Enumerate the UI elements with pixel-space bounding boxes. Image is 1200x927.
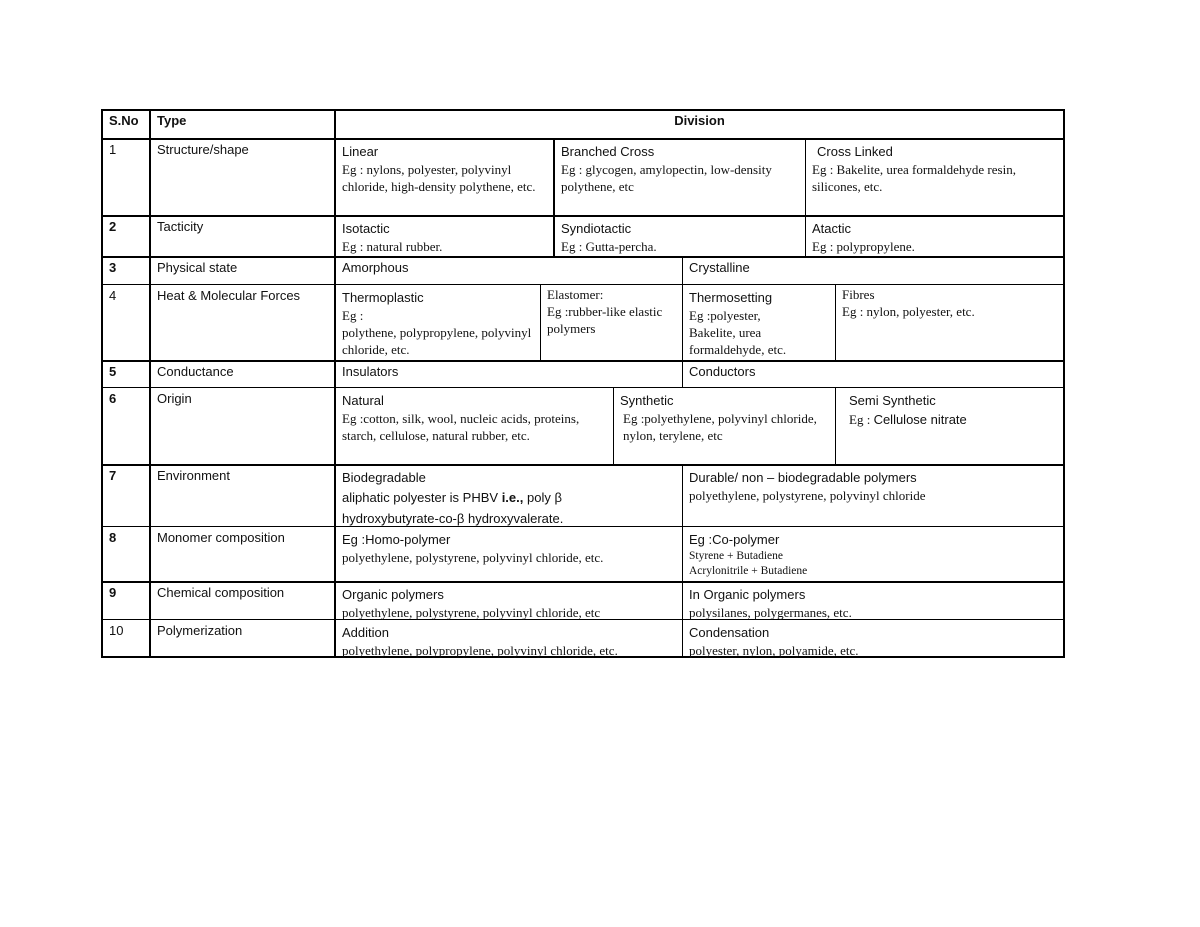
row-number: 10 [109, 623, 124, 638]
row-type: Polymerization [157, 623, 243, 638]
division-title: Syndiotactic [561, 221, 632, 236]
division-example: Eg : Cellulose nitrate [849, 412, 967, 427]
division-cell [683, 583, 1063, 621]
polymer-classification-table [101, 109, 1065, 658]
row-type: Physical state [157, 260, 238, 275]
division-title: Condensation [689, 625, 770, 640]
division-example: polysilanes, polygermanes, etc. [689, 605, 852, 620]
division-cell [336, 583, 682, 621]
division-title: Crystalline [689, 260, 750, 275]
row-number: 4 [109, 288, 117, 303]
division-example: polyethylene, polystyrene, polyvinyl chloride, etc [342, 605, 601, 620]
header-sno: S.No [109, 113, 139, 128]
row-type: Structure/shape [157, 142, 249, 157]
division-example: Bakelite, urea formaldehyde, etc. [689, 325, 787, 357]
division-example: Eg :polyethylene, polyvinyl chloride, nylon, terylene, etc [623, 411, 817, 443]
division-example: Eg : Bakelite, urea formaldehyde resin, silicones, etc. [812, 162, 1016, 194]
row-type: Conductance [157, 364, 234, 379]
division-title: Thermoplastic [342, 290, 424, 305]
division-example: Styrene + Butadiene [689, 550, 783, 562]
division-example: polyester, nylon, polyamide, etc. [689, 643, 859, 658]
row-type: Environment [157, 468, 230, 483]
division-example: Eg : Gutta-percha. [561, 239, 657, 254]
division-example: Acrylonitrile + Butadiene [689, 565, 808, 577]
division-title: Addition [342, 625, 389, 640]
division-cell [555, 140, 805, 195]
row-number: 1 [109, 142, 117, 157]
division-title: Cross Linked [817, 144, 893, 159]
division-title: Conductors [689, 364, 756, 379]
row-type: Heat & Molecular Forces [157, 288, 301, 303]
division-example-label: Eg : [342, 308, 364, 323]
column-divider [835, 387, 836, 464]
division-title: Isotactic [342, 221, 390, 236]
row-number: 2 [109, 219, 117, 234]
header-type: Type [157, 113, 187, 128]
division-example: polyethylene, polystyrene, polyvinyl chloride, etc. [342, 550, 604, 565]
division-title: Durable/ non – biodegradable polymers [689, 470, 917, 485]
division-title: Semi Synthetic [849, 393, 936, 408]
division-title: Eg :Homo-polymer [342, 532, 451, 547]
division-example: Eg : natural rubber. [342, 239, 443, 254]
division-cell-elastomer: Elastomer: Eg :rubber-like elastic polymers [547, 287, 663, 336]
division-cell [683, 528, 1063, 579]
row-number: 8 [109, 530, 117, 545]
division-title: Eg :Co-polymer [689, 532, 780, 547]
division-cell [336, 389, 613, 444]
division-example: Eg :cotton, silk, wool, nucleic acids, proteins, starch, cellulose, natural rubber, etc. [342, 411, 580, 443]
row-type: Tacticity [157, 219, 204, 234]
division-title: Insulators [342, 364, 399, 379]
division-title: Biodegradable [342, 470, 426, 485]
division-title: Linear [342, 144, 379, 159]
division-example: hydroxybutyrate-co-β hydroxyvalerate. [342, 511, 564, 526]
division-cell [614, 389, 835, 444]
division-title: Thermosetting [689, 290, 773, 305]
header-division: Division [674, 113, 725, 128]
division-title: Atactic [812, 221, 852, 236]
division-cell [683, 466, 1063, 504]
division-title: Synthetic [620, 393, 674, 408]
division-cell [843, 389, 1063, 429]
division-cell [336, 528, 682, 566]
division-example: polyethylene, polystyrene, polyvinyl chloride [689, 488, 926, 503]
division-example: aliphatic polyester is PHBV i.e., poly β [342, 490, 562, 505]
row-number: 5 [109, 364, 117, 379]
division-cell-fibres: Fibres Eg : nylon, polyester, etc. [842, 287, 975, 319]
division-example: Eg : glycogen, amylopectin, low-density polythene, etc [561, 162, 772, 194]
division-example-label: Eg :polyester, [689, 308, 761, 323]
division-cell [336, 140, 553, 195]
row-number: 6 [109, 391, 117, 406]
row-number: 3 [109, 260, 117, 275]
division-cell [683, 286, 835, 358]
division-title: Organic polymers [342, 587, 444, 602]
row-type: Monomer composition [157, 530, 285, 545]
division-cell [555, 217, 805, 255]
column-divider [149, 111, 151, 656]
division-cell [336, 217, 553, 255]
division-cell [336, 466, 682, 529]
division-cell [683, 621, 1063, 659]
division-cell [336, 286, 540, 358]
division-title: Branched Cross [561, 144, 655, 159]
division-title: Natural [342, 393, 384, 408]
row-type: Chemical composition [157, 585, 285, 600]
division-example: polythene, polypropylene, polyvinyl chloride, etc. [342, 325, 532, 357]
division-title: In Organic polymers [689, 587, 806, 602]
division-example: polyethylene, polypropylene, polyvinyl chloride, etc. [342, 643, 618, 658]
row-number: 9 [109, 585, 117, 600]
division-example: Eg : nylons, polyester, polyvinyl chloride, high-density polythene, etc. [342, 162, 536, 194]
division-title: Amorphous [342, 260, 409, 275]
division-cell [806, 140, 1063, 195]
division-cell [806, 217, 1063, 255]
division-example: Eg : polypropylene. [812, 239, 915, 254]
row-type: Origin [157, 391, 192, 406]
row-divider [103, 387, 1063, 388]
row-number: 7 [109, 468, 117, 483]
division-cell [336, 621, 682, 659]
